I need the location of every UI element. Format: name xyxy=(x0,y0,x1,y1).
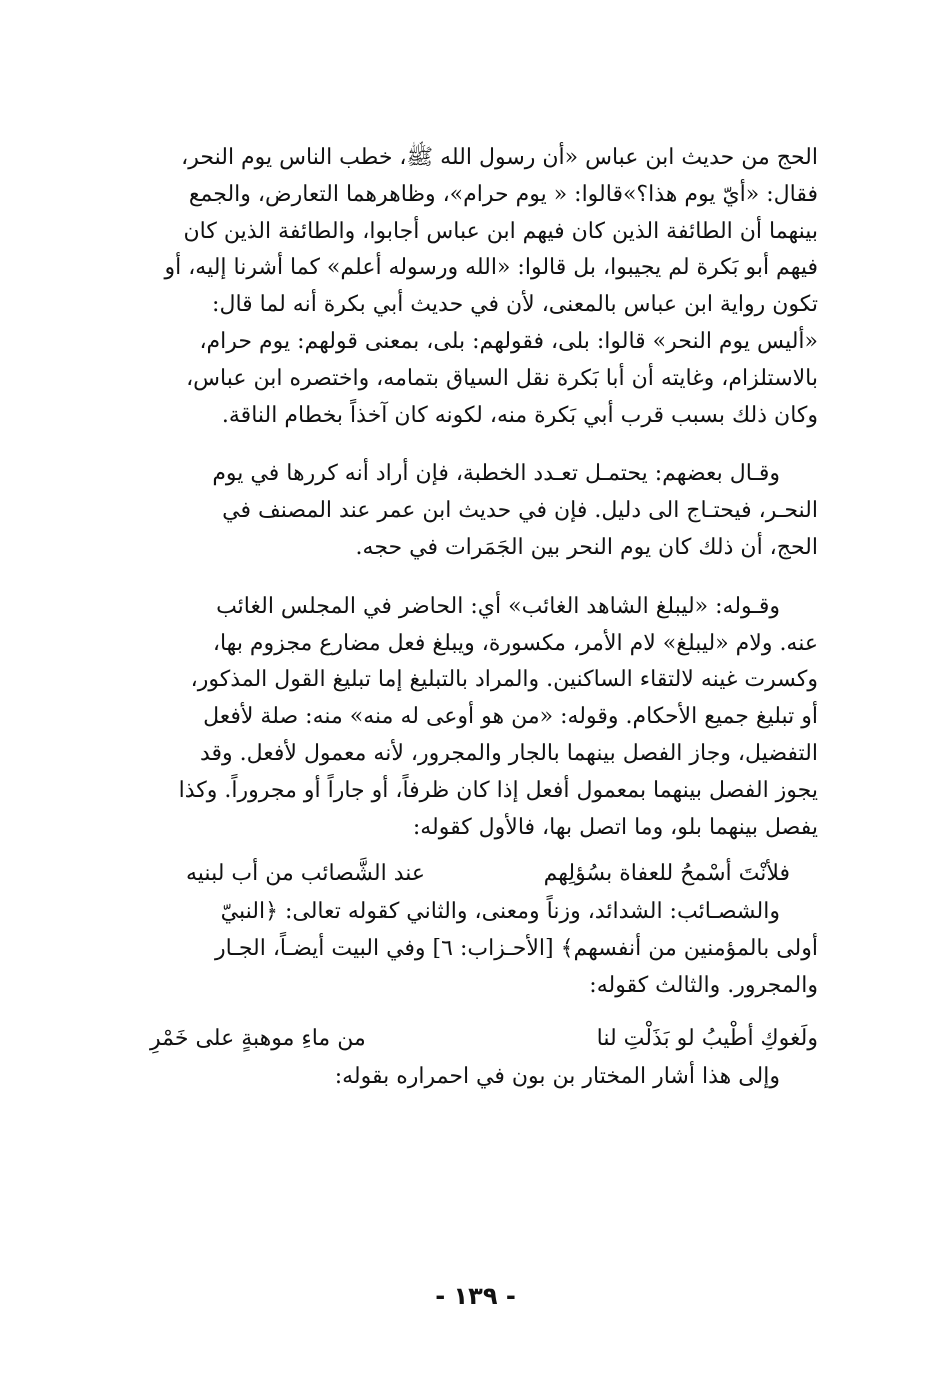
text-line: والشصـائب: الشدائد، وزناً ومعنى، والثاني كقوله تعالى: ﴿النبيّ xyxy=(220,899,780,925)
text-line: والمجرور. والثالث كقوله: xyxy=(589,972,818,998)
paragraph-mukhtar xyxy=(150,1059,818,1096)
paragraph-hajj-hadith xyxy=(150,140,818,434)
text-line: وقـوله: «ليبلغ الشاهد الغائب» أي: الحاضر في المجلس الغائب xyxy=(216,593,780,619)
text-line: النحـر، فيحتـاج الى دليل. فإن في حديث ابن عمر عند المصنف في xyxy=(222,498,818,524)
text-line: وكان ذلك بسبب قرب أبي بَكرة منه، لكونه كان آخذاً بخطام الناقة. xyxy=(221,402,818,428)
verse-second-hemistich: عند الشَّصائب من أب لبنيه xyxy=(186,861,426,887)
verse-second-hemistich: من ماءِ موهبةٍ على خَمْرِ xyxy=(150,1025,366,1051)
text-line: وإلى هذا أشار المختار بن بون في احمراره بقوله: xyxy=(334,1063,780,1089)
text-line: الحج من حديث ابن عباس «أن رسول الله ﷺ، خطب الناس يوم النحر، xyxy=(181,145,818,170)
text-line: وكسرت غينه لالتقاء الساكنين. والمراد بالتبليغ إما تبليغ القول المذكور، xyxy=(190,667,818,693)
text-line: فقال: «أيّ يوم هذا؟»قالوا: « يوم حرام»، وظاهرهما التعارض، والجمع xyxy=(188,181,818,207)
paragraph-liyuballigh xyxy=(150,589,818,847)
page-body xyxy=(150,140,818,1096)
verse-first-hemistich: فلأنْتَ أسْمحُ للعفاة بسُؤلِهم xyxy=(543,861,790,887)
text-line: «أليس يوم النحر» قالوا: بلى، فقولهم: بلى، بمعنى قولهم: يوم حرام، xyxy=(199,328,818,354)
poetry-verse-1 xyxy=(150,854,818,894)
paragraph-khutba xyxy=(150,456,818,566)
text-line: تكون رواية ابن عباس بالمعنى، لأن في حديث أبي بكرة أنه لما قال: xyxy=(212,292,818,318)
text-line: الحج، أن ذلك كان يوم النحر بين الجَمَرات في حجه. xyxy=(355,534,818,560)
text-line: يجوز الفصل بينهما بمعمول أفعل إذا كان ظرفاً، أو جاراً أو مجروراً. وكذا xyxy=(178,777,818,803)
text-line: عنه. ولام «ليبلغ» لام الأمر، مكسورة، ويبلغ فعل مضارع مجزوم بها، xyxy=(212,630,818,656)
paragraph-shasaib xyxy=(150,894,818,1004)
poetry-verse-2 xyxy=(150,1019,818,1059)
text-line: أو تبليغ جميع الأحكام. وقوله: «من هو أوعى له منه» منه: صلة لأفعل xyxy=(203,704,818,730)
text-line: يفصل بينهما بلو، وما اتصل بها، فالأول كقوله: xyxy=(412,814,818,840)
verse-first-hemistich: ولَغوكِ أطْيبُ لو بَذَلْتِ لنا xyxy=(596,1025,818,1051)
text-line: فيهم أبو بَكرة لم يجيبوا، بل قالوا: «الله ورسوله أعلم» كما أشرنا إليه، أو xyxy=(164,255,818,281)
text-line: وقـال بعضهم: يحتمـل تعـدد الخطبة، فإن أراد أنه كررها في يوم xyxy=(212,461,780,487)
text-line: بالاستلزام، وغايته أن أبا بَكرة نقل السياق بتمامه، واختصره ابن عباس، xyxy=(186,365,818,391)
page-number: - ١٣٩ - xyxy=(435,1282,516,1310)
text-line: التفضيل، وجاز الفصل بينهما بالجار والمجرور، لأنه معمول لأفعل. وقد xyxy=(199,740,818,766)
text-line: بينهما أن الطائفة الذين كان فيهم ابن عباس أجابوا، والطائفة الذين كان xyxy=(183,218,818,244)
text-line: أولى بالمؤمنين من أنفسهم﴾ [الأحـزاب: ٦] وفي البيت أيضـاً، الجـار xyxy=(215,936,818,962)
